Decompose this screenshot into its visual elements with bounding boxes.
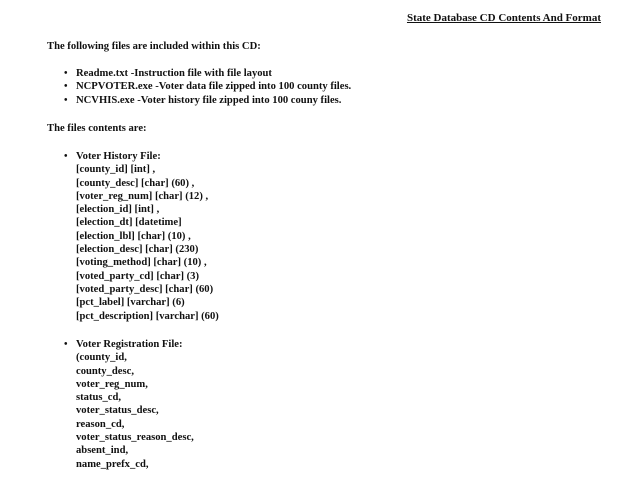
included-files-list bbox=[60, 67, 351, 107]
bullet-icon: • bbox=[64, 339, 68, 350]
voter-history-title: Voter History File: bbox=[76, 151, 161, 162]
voter-history-heading bbox=[60, 150, 219, 163]
field-line: status_cd, bbox=[76, 392, 122, 404]
voter-registration-fields bbox=[60, 351, 194, 471]
bullet-icon: • bbox=[64, 81, 68, 93]
file-item-text: NCVHIS.exe -Voter history file zipped into 100 couny files. bbox=[76, 94, 342, 106]
file-item-text: Readme.txt -Instruction file with file layout bbox=[76, 68, 272, 79]
voter-registration-heading bbox=[60, 338, 194, 351]
field-line: [voted_party_cd] [char] (3) bbox=[76, 270, 199, 282]
bullet-icon: • bbox=[64, 151, 68, 162]
voter-history-section bbox=[60, 150, 219, 323]
field-line: county_desc, bbox=[76, 365, 134, 377]
bullet-icon: • bbox=[64, 94, 68, 106]
voter-registration-title: Voter Registration File: bbox=[76, 339, 183, 350]
field-line: [county_desc] [char] (60) , bbox=[76, 177, 195, 189]
file-item-ncpvoter bbox=[60, 80, 351, 93]
voter-registration-section bbox=[60, 338, 194, 471]
file-item-ncvhis bbox=[60, 94, 351, 107]
field-line: name_prefx_cd, bbox=[76, 458, 149, 470]
field-line: (county_id, bbox=[76, 352, 127, 364]
field-line: [election_desc] [char] (230) bbox=[76, 244, 199, 256]
field-line: [voted_party_desc] [char] (60) bbox=[76, 283, 214, 295]
field-line: [voter_reg_num] [char] (12) , bbox=[76, 190, 209, 202]
document-title: State Database CD Contents And Format bbox=[406, 12, 601, 24]
field-line: reason_cd, bbox=[76, 418, 125, 430]
voter-history-fields bbox=[60, 163, 219, 323]
intro-text: The following files are included within this CD: bbox=[47, 41, 261, 52]
file-item-text: NCPVOTER.exe -Voter data file zipped into 100 county files. bbox=[76, 81, 352, 93]
field-line: voter_reg_num, bbox=[76, 378, 148, 390]
field-line: absent_ind, bbox=[76, 445, 129, 457]
contents-label: The files contents are: bbox=[47, 123, 147, 134]
field-line: [election_dt] [datetime] bbox=[76, 217, 182, 229]
field-line: [pct_description] [varchar] (60) bbox=[76, 310, 219, 322]
field-line: voter_status_desc, bbox=[76, 405, 159, 417]
bullet-icon: • bbox=[64, 68, 68, 79]
file-item-readme bbox=[60, 67, 351, 80]
field-line: [pct_label] [varchar] (6) bbox=[76, 297, 185, 309]
field-line: [election_lbl] [char] (10) , bbox=[76, 230, 191, 242]
field-line: voter_status_reason_desc, bbox=[76, 432, 194, 444]
field-line: [voting_method] [char] (10) , bbox=[76, 257, 207, 269]
field-line: [election_id] [int] , bbox=[76, 204, 160, 216]
field-line: [county_id] [int] , bbox=[76, 164, 156, 176]
